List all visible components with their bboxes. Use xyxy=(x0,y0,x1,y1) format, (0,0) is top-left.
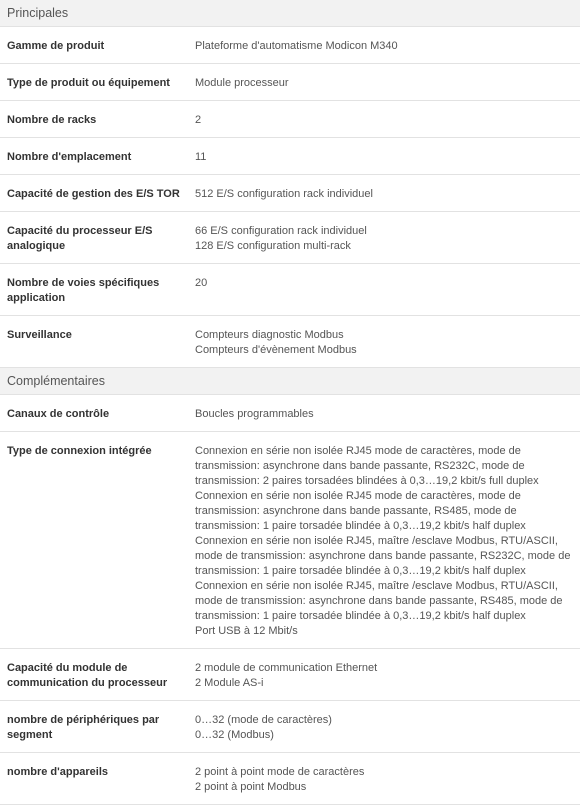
spec-value: Boucles programmables xyxy=(195,408,314,420)
spec-row xyxy=(0,264,580,316)
spec-label: Nombre d'emplacement xyxy=(7,151,132,163)
spec-value: 512 E/S configuration rack individuel xyxy=(195,188,373,200)
spec-value: Module processeur xyxy=(195,77,289,89)
spec-value: Compteurs diagnostic Modbus Compteurs d'évènement Modbus xyxy=(195,329,357,356)
spec-value: 2 xyxy=(195,114,202,126)
spec-label: Capacité de gestion des E/S TOR xyxy=(7,188,180,200)
section-header-principales xyxy=(0,0,580,27)
spec-row xyxy=(0,701,580,753)
spec-row xyxy=(0,64,580,101)
spec-value: 2 module de communication Ethernet 2 Module AS-i xyxy=(195,662,378,689)
spec-value: 66 E/S configuration rack individuel 128 E/S configuration multi-rack xyxy=(195,225,367,252)
spec-row xyxy=(0,101,580,138)
spec-value: 2 point à point mode de caractères 2 point à point Modbus xyxy=(195,766,365,793)
spec-value: Connexion en série non isolée RJ45 mode de caractères, mode de transmission: asynchrone dans bande passante, RS232C, mode de transmission: 2 paires torsadées blindées à 0,3…19,2 kbit/s full duplex Connexion en série non isolée RJ45 mode de caractères, mode de transmission: asynchrone dans bande passante, RS485, mode de transmission: 1 paire torsadée blindée à 0,3…19,2 kbit/s half duplex Connexion en série non isolée RJ45, maître /esclave Modbus, RTU/ASCII, mode de transmission: asynchrone dans bande passante, RS232C, mode de transmission: 1 paire torsadée blindée à 0,3…19,2 kbit/s half duplex Connexion en série non isolée RJ45, maître /esclave Modbus, RTU/ASCII, mode de transmission: asynchrone dans bande passante, RS485, mode de transmission: 1 paire torsadée blindée à 0,3…19,2 kbit/s half duplex Port USB à 12 Mbit/s xyxy=(195,445,571,637)
section-title: Principales xyxy=(7,6,69,20)
spec-label: nombre d'appareils xyxy=(7,766,109,778)
spec-value: 0…32 (mode de caractères) 0…32 (Modbus) xyxy=(195,714,332,741)
spec-label: Capacité du module de communication du processeur xyxy=(7,662,168,689)
spec-value: 20 xyxy=(195,277,208,289)
spec-row xyxy=(0,316,580,368)
spec-label: Nombre de voies spécifiques application xyxy=(7,277,160,304)
spec-row xyxy=(0,27,580,64)
spec-row xyxy=(0,138,580,175)
spec-value: 11 xyxy=(195,151,207,163)
spec-row xyxy=(0,753,580,805)
spec-row xyxy=(0,212,580,264)
spec-label: Gamme de produit xyxy=(7,40,105,52)
spec-row xyxy=(0,432,580,649)
spec-label: Capacité du processeur E/S analogique xyxy=(7,225,153,252)
section-title: Complémentaires xyxy=(7,374,105,388)
section-header-complementaires xyxy=(0,368,580,395)
spec-row xyxy=(0,649,580,701)
spec-label: nombre de périphériques par segment xyxy=(7,714,160,741)
spec-row xyxy=(0,395,580,432)
spec-label: Canaux de contrôle xyxy=(7,408,110,420)
spec-label: Nombre de racks xyxy=(7,114,97,126)
spec-label: Surveillance xyxy=(7,329,72,341)
spec-value: Plateforme d'automatisme Modicon M340 xyxy=(195,40,398,52)
spec-row xyxy=(0,175,580,212)
spec-label: Type de connexion intégrée xyxy=(7,445,152,457)
spec-label: Type de produit ou équipement xyxy=(7,77,170,89)
